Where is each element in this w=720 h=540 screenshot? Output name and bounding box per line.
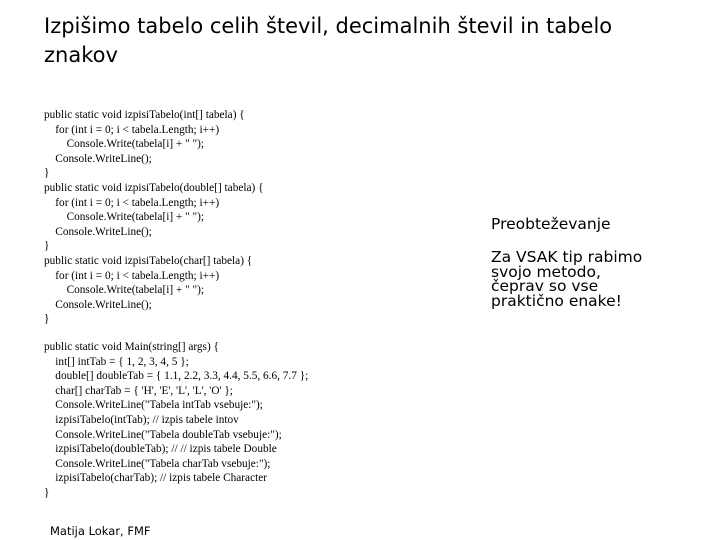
side-note-line: svojo metodo,: [491, 262, 601, 281]
code-line: izpisiTabelo(intTab); // izpis tabele intov: [44, 413, 239, 426]
code-line: }: [44, 167, 50, 180]
side-heading: Preobteževanje: [491, 215, 611, 233]
code-line: for (int i = 0; i < tabela.Length; i++): [44, 269, 220, 282]
side-note-line: čeprav so vse: [491, 277, 599, 296]
code-line: Console.Write(tabela[i] + " ");: [44, 211, 205, 224]
code-line: for (int i = 0; i < tabela.Length; i++): [44, 196, 220, 209]
code-line: char[] charTab = { 'H', 'E', 'L', 'L', 'O' };: [44, 384, 233, 397]
code-line: Console.WriteLine("Tabela charTab vsebuje:");: [44, 457, 271, 470]
code-line: Console.WriteLine("Tabela intTab vsebuje:");: [44, 399, 263, 412]
code-line: Console.Write(tabela[i] + " ");: [44, 138, 205, 151]
code-line: public static void izpisiTabelo(char[] tabela) {: [44, 254, 253, 267]
code-line: double[] doubleTab = { 1.1, 2.2, 3.3, 4.4, 5.5, 6.6, 7.7 };: [44, 370, 309, 383]
code-line: Console.Write(tabela[i] + " ");: [44, 284, 205, 297]
code-line: public static void izpisiTabelo(int[] tabela) {: [44, 109, 245, 121]
code-line: Console.WriteLine();: [44, 152, 152, 165]
code-line: int[] intTab = { 1, 2, 3, 4, 5 };: [44, 355, 189, 368]
code-line: }: [44, 313, 50, 326]
slide-title: Izpišimo tabelo celih števil, decimalnih števil in tabelo znakov: [44, 14, 613, 67]
code-line: Console.WriteLine("Tabela doubleTab vsebuje:");: [44, 428, 282, 441]
code-line: izpisiTabelo(charTab); // izpis tabele Character: [44, 472, 268, 485]
code-line: }: [44, 240, 50, 253]
code-block-overloads: [44, 108, 264, 327]
code-line: }: [44, 486, 50, 499]
code-line: for (int i = 0; i < tabela.Length; i++): [44, 123, 220, 136]
code-line: izpisiTabelo(doubleTab); // // izpis tabele Double: [44, 443, 277, 456]
footer-author: Matija Lokar, FMF: [50, 524, 151, 538]
code-line: public static void izpisiTabelo(double[] tabela) {: [44, 181, 264, 194]
side-note-line: Za VSAK tip rabimo: [491, 248, 643, 266]
code-block-main: [44, 340, 308, 501]
side-note-line: praktično enake!: [491, 291, 622, 310]
code-line: Console.WriteLine();: [44, 225, 152, 238]
side-note: [491, 246, 696, 310]
code-line: public static void Main(string[] args) {: [44, 341, 219, 353]
code-line: Console.WriteLine();: [44, 298, 152, 311]
